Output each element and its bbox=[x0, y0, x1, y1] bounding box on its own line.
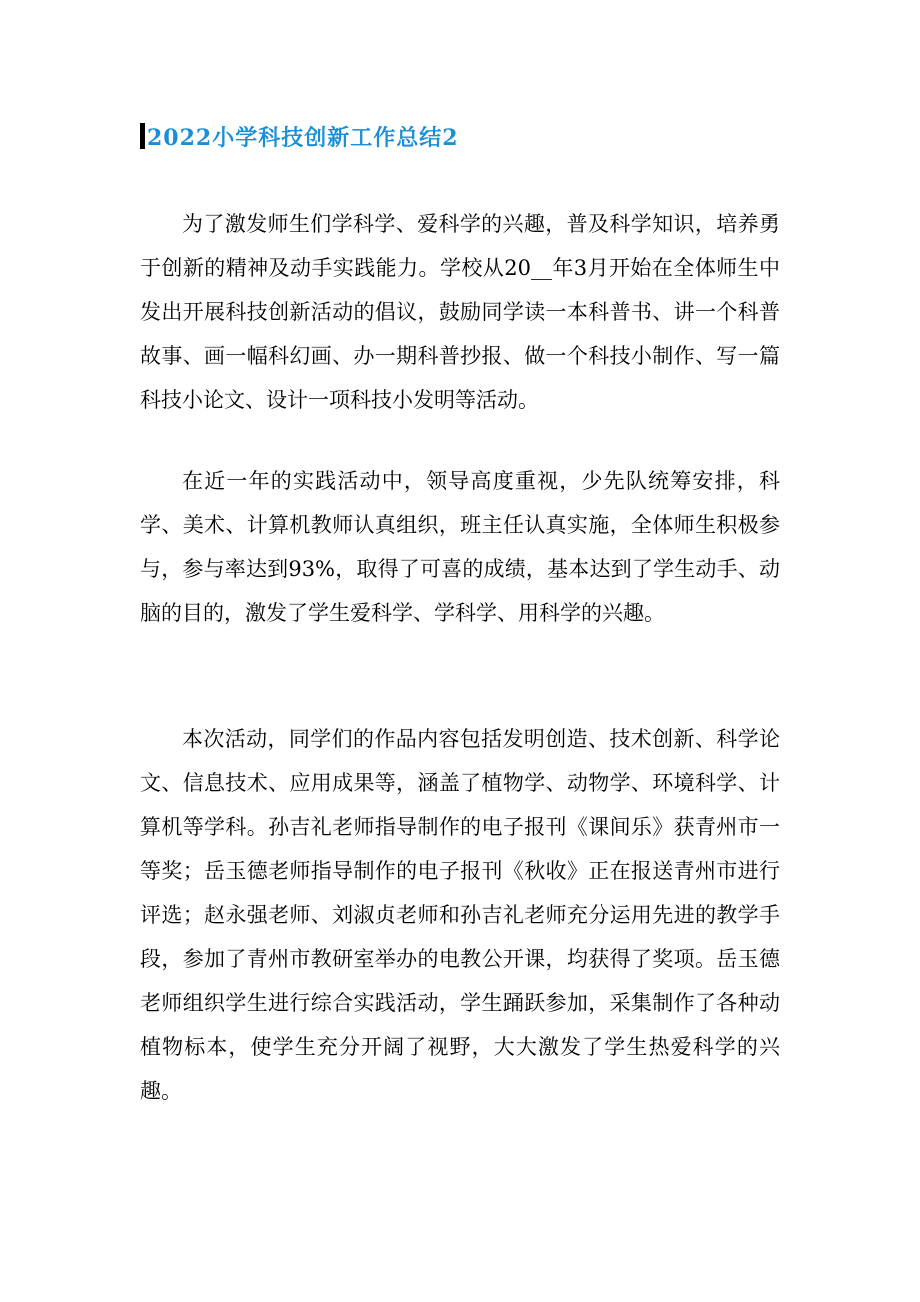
paragraph-3: 本次活动，同学们的作品内容包括发明创造、技术创新、科学论文、信息技术、应用成果等，涵盖了植物学、动物学、环境科学、计算机等学科。孙吉礼老师指导制作的电子报刊《课间乐》获青州市一等奖；岳玉德老师指导制作的电子报刊《秋收》正在报送青州市进行评选；赵永强老师、刘淑贞老师和孙吉礼老师充分运用先进的教学手段，参加了青州市教研室举办的电教公开课，均获得了奖项。岳玉德老师组织学生进行综合实践活动，学生踊跃参加，采集制作了各种动植物标本，使学生充分开阔了视野，大大激发了学生热爱科学的兴趣。 bbox=[140, 727, 780, 1103]
heading-marker bbox=[140, 123, 145, 149]
page-title: 2022小学科技创新工作总结2 bbox=[147, 124, 459, 151]
section-heading bbox=[140, 118, 459, 154]
paragraph-1: 为了激发师生们学科学、爱科学的兴趣，普及科学知识，培养勇于创新的精神及动手实践能力。学校从20__年3月开始在全体师生中发出开展科技创新活动的倡议，鼓励同学读一本科普书、讲一个科普故事、画一幅科幻画、办一期科普抄报、做一个科技小制作、写一篇科技小论文、设计一项科技小发明等活动。 bbox=[140, 212, 780, 412]
paragraph-2: 在近一年的实践活动中，领导高度重视，少先队统筹安排，科学、美术、计算机教师认真组织，班主任认真实施，全体师生积极参与，参与率达到93%，取得了可喜的成绩，基本达到了学生动手、动脑的目的，激发了学生爱科学、学科学、用科学的兴趣。 bbox=[140, 469, 780, 625]
